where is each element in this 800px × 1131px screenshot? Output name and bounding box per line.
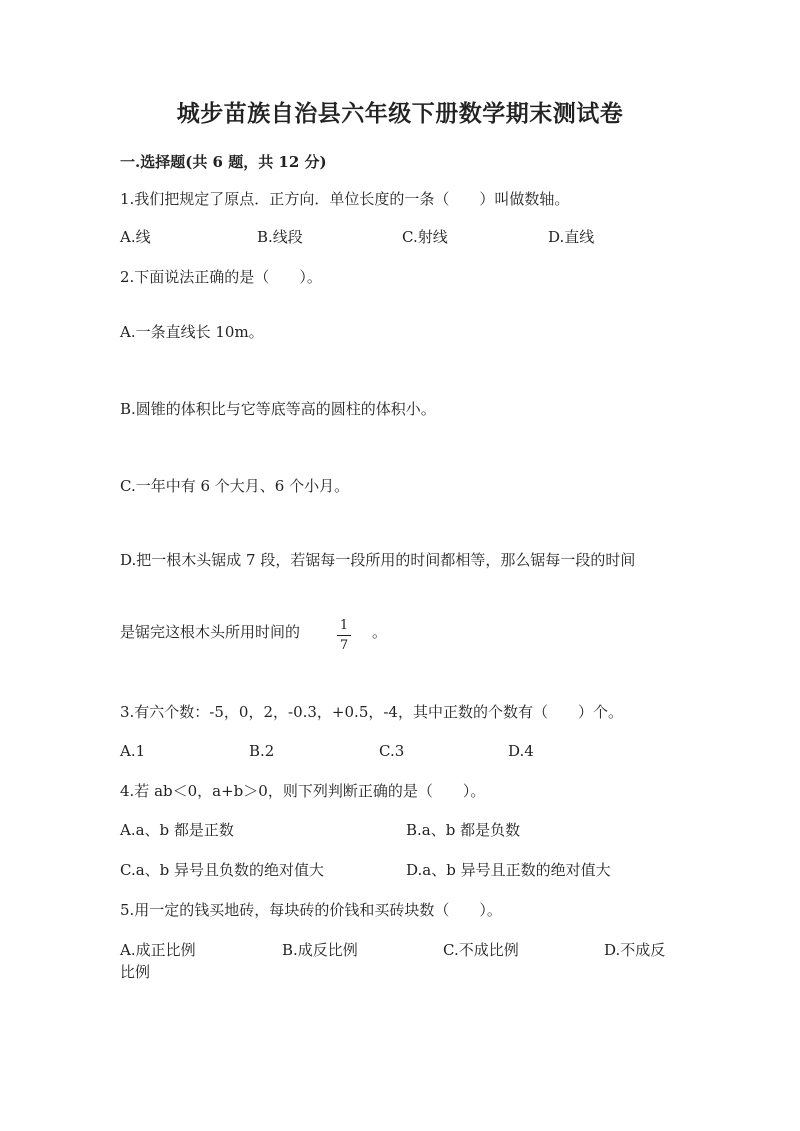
question-1-option-d: D.直线 [548, 228, 595, 246]
question-4-option-a: A.a、b 都是正数 [120, 821, 234, 839]
question-2-stem: 2.下面说法正确的是（ ）。 [120, 268, 322, 286]
question-2-option-b: B.圆锥的体积比与它等底等高的圆柱的体积小。 [120, 400, 436, 418]
question-1-stem: 1.我们把规定了原点．正方向．单位长度的一条（ ）叫做数轴。 [120, 190, 570, 208]
question-5-option-d-wrap: 比例 [120, 963, 151, 981]
question-5-option-c: C.不成比例 [443, 941, 519, 959]
question-1-option-b: B.线段 [257, 228, 303, 246]
question-1-option-a: A.线 [120, 228, 151, 246]
page-title: 城步苗族自治县六年级下册数学期末测试卷 [176, 100, 624, 127]
question-3-stem: 3.有六个数：-5，0，2，-0.3，+0.5，-4，其中正数的个数有（ ）个。 [120, 703, 623, 721]
question-4-option-d: D.a、b 异号且正数的绝对值大 [406, 861, 611, 879]
fraction-denominator: 7 [339, 638, 349, 653]
fraction-one-seventh [337, 619, 351, 653]
question-3-option-b: B.2 [249, 742, 275, 760]
question-2-option-d-line1: D.把一根木头锯成 7 段，若锯每一段所用的时间都相等，那么锯每一段的时间 [120, 551, 636, 569]
question-5-stem: 5.用一定的钱买地砖，每块砖的价钱和买砖块数（ ）。 [120, 901, 502, 919]
question-2-option-a: A.一条直线长 10m。 [120, 323, 264, 341]
question-3-option-c: C.3 [379, 742, 405, 760]
question-5-option-b: B.成反比例 [282, 941, 358, 959]
section-heading: 一.选择题(共 6 题，共 12 分) [120, 153, 327, 171]
fraction-bar [337, 635, 351, 636]
fraction-numerator: 1 [339, 618, 349, 633]
question-1-option-c: C.射线 [402, 228, 448, 246]
question-4-option-c: C.a、b 异号且负数的绝对值大 [120, 861, 325, 879]
question-4-stem: 4.若 ab＜0，a+b＞0，则下列判断正确的是（ ）。 [120, 782, 486, 800]
question-4-option-b: B.a、b 都是负数 [406, 821, 521, 839]
question-2-option-d-end: 。 [372, 623, 388, 641]
question-2-option-d-line2: 是锯完这根木头所用时间的 [120, 623, 301, 641]
question-5-option-a: A.成正比例 [120, 941, 196, 959]
question-2-option-c: C.一年中有 6 个大月、6 个小月。 [120, 477, 350, 495]
question-3-option-d: D.4 [508, 742, 534, 760]
question-3-option-a: A.1 [120, 742, 146, 760]
question-5-option-d: D.不成反 [604, 941, 666, 959]
